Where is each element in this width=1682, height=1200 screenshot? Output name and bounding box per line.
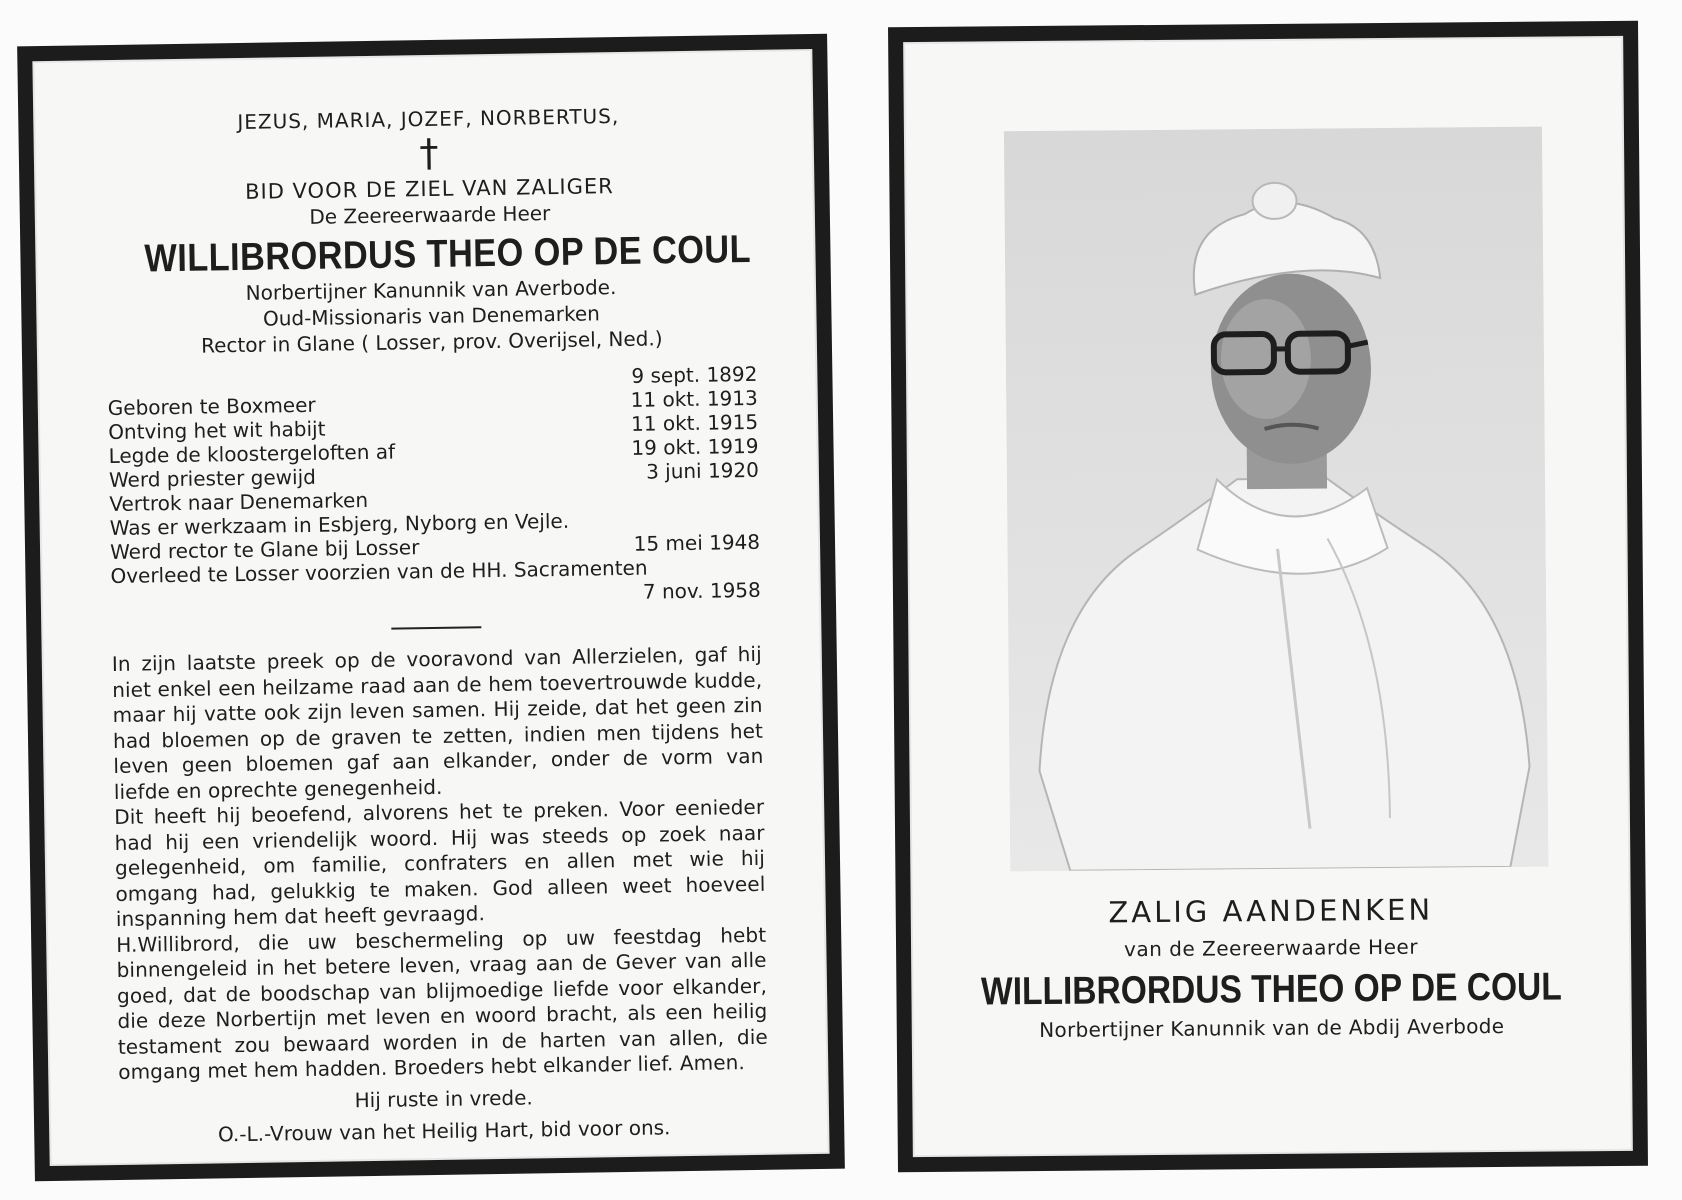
role-line: Oud-Missionaris van Denemarken [262,301,601,331]
bio-date: 3 juni 1920 [645,457,760,484]
memorial-paragraph: H.Willibrord, die uw beschermeling op uw feestdag hebt binnengeleid in het betere leven, vraag aan de Gever van alle goed, dat de boodschap van blijmoedige liefde voor elkander, die deze Norbertijn met leven en woord bracht, als een heilig testament zou bewaard worden in de harten van allen, die omgang met hem hadden. Broeders hebt elkander lief. Amen. [116,922,768,1084]
bio-event: Ontving het wit habijt [108,416,326,445]
bio-event: Vertrok naar Denemarken [109,487,369,517]
bio-event: Legde de kloostergeloften af [108,439,396,469]
role-line: Rector in Glane ( Losser, prov. Overijsel, Ned.) [200,326,663,358]
bio-date: 11 okt. 1913 [630,385,758,412]
closing-prayer: O.-L.-Vrouw van het Heilig Hart, bid voor ons. [217,1114,671,1146]
priest-portrait-image [1004,127,1548,872]
honorific: van de Zeereerwaarde Heer [1124,934,1419,962]
bio-date: 15 mei 1948 [633,529,761,556]
left-prayer-card [17,34,845,1182]
memorial-paragraph: In zijn laatste preek op de vooravond van Allerzielen, gaf hij niet enkel een heilzame raad aan de hem toevertrouwde kudde, maar hij vatte ook zijn leven samen. Hij zeide, dat het geen zin had bloemen op de graven te zetten, indien men tijdens het leven geen bloemen gaf aan elkander, onder de vorm van liefde en oprechte genegenheid. [111,641,764,804]
divider [391,626,481,629]
bio-event: Werd priester gewijd [108,464,317,493]
memorial-paragraph: Dit heeft hij beoefend, alvorens het te preken. Voor eenieder had hij een vriendelijk woord. Hij was steeds op zoek naar gelegenheid, om familie, confraters en allen met wie hij omgang had, gelukkig te maken. God alleen weet hoeveel inspanning hem dat heeft gevraagd. [114,794,766,931]
bio-date: 19 okt. 1919 [631,433,759,460]
bio-date: 11 okt. 1915 [630,409,759,436]
cross-icon: † [419,130,439,176]
portrait-photo [1004,127,1548,872]
bio-event: Overleed te Losser voorzien van de HH. Sacramenten [110,555,648,589]
bio-date: 7 nov. 1958 [642,577,761,604]
prayer-line: BID VOOR DE ZIEL VAN ZALIGER [244,174,614,204]
honorific: De Zeereerwaarde Heer [309,201,551,229]
bio-event: Geboren te Boxmeer [107,392,316,421]
right-portrait-card [888,21,1648,1173]
bio-event: Werd rector te Glane bij Losser [109,535,420,565]
rest-in-peace: Hij ruste in vrede. [354,1084,533,1112]
right-card-text [911,891,1632,1043]
role-line: Norbertijner Kanunnik van Averbode. [245,275,617,305]
bio-event: Was er werkzaam in Esbjerg, Nyborg en Vejle. [109,508,570,541]
bio-date: 9 sept. 1892 [631,361,758,388]
biography-list [107,362,761,612]
remembrance-heading: ZALIG AANDENKEN [1108,892,1434,930]
deceased-name: WILLIBRORDUS THEO OP DE COUL [980,965,1562,1014]
left-card-content [103,98,769,1146]
deceased-name: WILLIBRORDUS THEO OP DE COUL [144,227,752,281]
invocation: JEZUS, MARIA, JOZEF, NORBERTUS, [237,103,620,134]
subtitle: Norbertijner Kanunnik van de Abdij Averbode [1039,1013,1505,1043]
